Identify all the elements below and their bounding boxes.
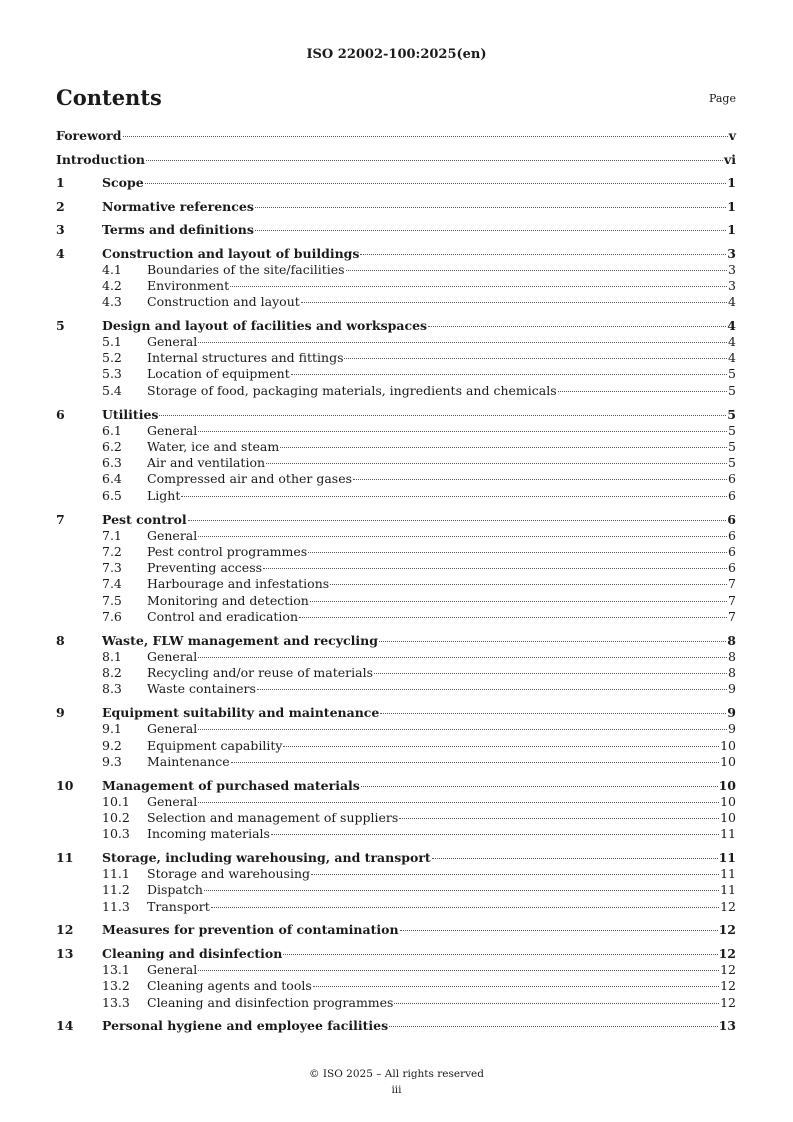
- toc-entry-number: 4: [56, 245, 65, 261]
- dot-leader: [428, 326, 726, 327]
- toc-entry-title: Pest control: [102, 511, 187, 527]
- toc-entry[interactable]: [56, 318, 736, 334]
- toc-entry[interactable]: [56, 199, 736, 215]
- toc-entry-page: 11: [720, 882, 736, 898]
- toc-subentry[interactable]: [56, 738, 736, 754]
- toc-subentry[interactable]: [56, 455, 736, 471]
- toc-entry-number: 3: [56, 222, 65, 237]
- toc-entry-number: 11.2: [102, 882, 130, 898]
- toc-entry-number: 5: [56, 317, 65, 333]
- dot-leader: [159, 415, 726, 416]
- toc-entry-page: 1: [727, 198, 736, 214]
- copyright-notice: © ISO 2025 – All rights reserved: [309, 1068, 484, 1080]
- toc-subentry[interactable]: [56, 576, 736, 592]
- toc-entry-title: General: [147, 333, 198, 349]
- toc-entry-page: 12: [720, 898, 736, 914]
- toc-subentry[interactable]: [56, 471, 736, 487]
- dot-leader: [198, 802, 719, 803]
- toc-entry-page: 6: [728, 543, 736, 559]
- toc-entry-number: 9.1: [102, 721, 122, 737]
- toc-entry-page: 11: [720, 866, 736, 882]
- toc-subentry[interactable]: [56, 383, 736, 399]
- toc-entry[interactable]: [56, 512, 736, 528]
- toc-entry-title: General: [147, 648, 198, 664]
- toc-entry-page: 7: [728, 609, 736, 625]
- dot-leader: [280, 447, 727, 448]
- page-number: iii: [391, 1084, 402, 1096]
- document-id: ISO 22002-100:2025(en): [306, 47, 487, 62]
- dot-leader: [432, 858, 718, 859]
- toc-entry-title: Incoming materials: [147, 826, 270, 842]
- toc-entry-title: Light: [147, 487, 181, 503]
- toc-entry-title: General: [147, 527, 198, 543]
- toc-entry-title: Transport: [147, 898, 210, 914]
- toc-subentry[interactable]: [56, 528, 736, 544]
- toc-subentry[interactable]: [56, 439, 736, 455]
- toc-entry-page: vi: [723, 151, 736, 167]
- toc-entry-title: Utilities: [102, 406, 159, 422]
- toc-entry-title: Environment: [147, 277, 230, 293]
- dot-leader: [263, 568, 727, 569]
- toc-entry-number: 13.1: [102, 961, 130, 977]
- toc-subentry[interactable]: [56, 866, 736, 882]
- toc-entry-title: Boundaries of the site/facilities: [147, 261, 345, 277]
- toc-subentry[interactable]: [56, 826, 736, 842]
- toc-entry-page: 5: [728, 422, 736, 438]
- toc-entry-title: General: [147, 793, 198, 809]
- toc-entry-page: 8: [728, 665, 736, 681]
- toc-entry-number: 6.5: [102, 487, 122, 503]
- toc-entry-title: Normative references: [102, 198, 254, 214]
- toc-entry-page: 6: [728, 527, 736, 543]
- toc-entry[interactable]: [56, 246, 736, 262]
- toc-entry-page: 13: [718, 1018, 736, 1034]
- toc-entry-number: 7.1: [102, 527, 122, 543]
- toc-entry-title: Management of purchased materials: [102, 777, 360, 793]
- toc-entry-number: 6.3: [102, 455, 122, 471]
- toc-entry[interactable]: [56, 152, 736, 168]
- dot-leader: [211, 907, 719, 908]
- toc-subentry[interactable]: [56, 262, 736, 278]
- dot-leader: [146, 160, 723, 161]
- toc-entry-number: 10.1: [102, 793, 130, 809]
- toc-entry-page: 6: [728, 487, 736, 503]
- toc-subentry[interactable]: [56, 962, 736, 978]
- dot-leader: [198, 729, 727, 730]
- toc-entry-page: 11: [718, 850, 736, 866]
- dot-leader: [394, 1003, 719, 1004]
- toc-entry-title: Storage of food, packaging materials, ingredients and chemicals: [147, 382, 557, 398]
- toc-entry-number: 13.2: [102, 978, 130, 994]
- toc-entry-title: Preventing access: [147, 560, 263, 576]
- toc-entry-title: Selection and management of suppliers: [147, 809, 399, 825]
- toc-subentry[interactable]: [56, 609, 736, 625]
- toc-entry-page: 10: [718, 777, 736, 793]
- toc-entry-number: 10: [56, 777, 74, 793]
- dot-leader: [361, 786, 718, 787]
- toc-entry-page: 8: [728, 648, 736, 664]
- toc-entry-title: General: [147, 961, 198, 977]
- dot-leader: [311, 874, 719, 875]
- toc-entry-number: 5.4: [102, 382, 122, 398]
- toc-entry-title: Waste, FLW management and recycling: [102, 632, 378, 648]
- toc-entry-number: 7.3: [102, 560, 122, 576]
- toc-entry-page: 5: [728, 438, 736, 454]
- toc-entry-title: Harbourage and infestations: [147, 576, 330, 592]
- toc-entry-page: 5: [727, 406, 736, 422]
- toc-entry-page: 6: [727, 511, 736, 527]
- toc-entry-title: Design and layout of facilities and workspaces: [102, 317, 428, 333]
- toc-entry-number: 9.2: [102, 737, 122, 753]
- dot-leader: [255, 207, 726, 208]
- toc-entry[interactable]: [56, 633, 736, 649]
- toc-entry-page: 7: [728, 592, 736, 608]
- toc-entry-number: 5.1: [102, 333, 122, 349]
- toc-entry-number: 7.5: [102, 592, 122, 608]
- dot-leader: [360, 254, 726, 255]
- dot-leader: [291, 374, 727, 375]
- toc-entry-title: Monitoring and detection: [147, 592, 309, 608]
- dot-leader: [231, 762, 719, 763]
- toc-entry-title: Storage, including warehousing, and transport: [102, 850, 431, 866]
- dot-leader: [188, 520, 727, 521]
- toc-entry-page: 1: [727, 222, 736, 237]
- toc-entry-title: Equipment capability: [147, 737, 283, 753]
- page-title: Contents: [56, 85, 162, 110]
- dot-leader: [181, 496, 727, 497]
- toc-entry-title: Measures for prevention of contamination: [102, 922, 399, 938]
- toc-entry-title: Maintenance: [147, 753, 230, 769]
- toc-entry-number: 12: [56, 922, 74, 938]
- toc-subentry[interactable]: [56, 665, 736, 681]
- footer: [0, 1066, 793, 1098]
- toc-entry-page: 3: [727, 245, 736, 261]
- toc-entry-title: Cleaning and disinfection programmes: [147, 994, 394, 1010]
- dot-leader: [310, 601, 727, 602]
- dot-leader: [266, 463, 727, 464]
- toc-subentry[interactable]: [56, 544, 736, 560]
- toc-subentry[interactable]: [56, 721, 736, 737]
- toc-entry-number: 11.1: [102, 866, 130, 882]
- toc-entry-title: Cleaning and disinfection: [102, 945, 283, 961]
- toc-entry-number: 5.3: [102, 366, 122, 382]
- toc-entry-page: 7: [728, 576, 736, 592]
- toc-entry-page: 1: [727, 175, 736, 190]
- toc-subentry[interactable]: [56, 649, 736, 665]
- toc-subentry[interactable]: [56, 681, 736, 697]
- toc-entry[interactable]: [56, 850, 736, 866]
- toc-entry-page: 5: [728, 382, 736, 398]
- page-column-label: Page: [708, 92, 736, 105]
- toc-entry-page: 12: [720, 994, 736, 1010]
- dot-leader: [399, 818, 719, 819]
- toc-entry[interactable]: [56, 705, 736, 721]
- dot-leader: [230, 286, 727, 287]
- toc-entry-page: 10: [720, 809, 736, 825]
- toc-entry-page: 3: [728, 261, 736, 277]
- toc-subentry[interactable]: [56, 899, 736, 915]
- toc-entry-number: 7: [56, 511, 65, 527]
- toc-entry-page: 10: [720, 737, 736, 753]
- toc-subentry[interactable]: [56, 350, 736, 366]
- toc-entry-page: 5: [728, 455, 736, 471]
- dot-leader: [346, 270, 728, 271]
- toc-entry-number: 8.3: [102, 681, 122, 697]
- toc-entry-number: 6.2: [102, 438, 122, 454]
- dot-leader: [271, 834, 719, 835]
- dot-leader: [380, 713, 726, 714]
- toc-subentry[interactable]: [56, 995, 736, 1011]
- toc-entry-page: 6: [728, 471, 736, 487]
- toc-entry[interactable]: [56, 778, 736, 794]
- dot-leader: [301, 302, 727, 303]
- toc-entry-number: 10.3: [102, 826, 130, 842]
- toc-entry-page: 11: [720, 826, 736, 842]
- toc-entry[interactable]: [56, 946, 736, 962]
- toc-entry-number: 13: [56, 945, 74, 961]
- dot-leader: [145, 183, 727, 184]
- toc-entry[interactable]: [56, 922, 736, 938]
- toc-entry[interactable]: [56, 175, 736, 191]
- toc-entry-title: Personal hygiene and employee facilities: [102, 1018, 389, 1034]
- toc-subentry[interactable]: [56, 794, 736, 810]
- toc-entry-number: 8: [56, 632, 65, 648]
- toc-subentry[interactable]: [56, 334, 736, 350]
- toc-entry-page: 9: [728, 681, 736, 697]
- toc-subentry[interactable]: [56, 978, 736, 994]
- toc-entry-page: 5: [728, 366, 736, 382]
- table-of-contents: [56, 128, 736, 1034]
- toc-entry-number: 11.3: [102, 898, 130, 914]
- toc-entry-page: 4: [728, 294, 736, 310]
- toc-subentry[interactable]: [56, 423, 736, 439]
- dot-leader: [198, 657, 727, 658]
- toc-entry[interactable]: [56, 1018, 736, 1034]
- toc-entry-title: Internal structures and fittings: [147, 350, 344, 366]
- dot-leader: [198, 970, 719, 971]
- dot-leader: [344, 358, 727, 359]
- toc-entry-number: 7.2: [102, 543, 122, 559]
- toc-entry-number: 6: [56, 406, 65, 422]
- dot-leader: [330, 584, 727, 585]
- toc-entry-page: 3: [728, 277, 736, 293]
- dot-leader: [257, 689, 727, 690]
- dot-leader: [400, 930, 718, 931]
- dot-leader: [374, 673, 727, 674]
- toc-entry[interactable]: [56, 222, 736, 238]
- toc-entry-number: 6.1: [102, 422, 122, 438]
- toc-subentry[interactable]: [56, 810, 736, 826]
- dot-leader: [379, 641, 726, 642]
- dot-leader: [204, 890, 719, 891]
- toc-entry-number: 13.3: [102, 994, 130, 1010]
- toc-subentry[interactable]: [56, 366, 736, 382]
- toc-entry-page: 12: [718, 922, 736, 938]
- toc-entry-title: Waste containers: [147, 681, 256, 697]
- toc-entry-number: 9: [56, 705, 65, 721]
- toc-entry-title: Construction and layout: [147, 294, 300, 310]
- toc-entry-page: 12: [720, 961, 736, 977]
- dot-leader: [198, 342, 727, 343]
- toc-entry-title: Pest control programmes: [147, 543, 308, 559]
- dot-leader: [558, 391, 727, 392]
- toc-entry-number: 5.2: [102, 350, 122, 366]
- toc-entry-title: Terms and definitions: [102, 222, 254, 237]
- toc-entry-title: Compressed air and other gases: [147, 471, 353, 487]
- toc-entry-number: 2: [56, 198, 65, 214]
- toc-entry-page: 4: [728, 333, 736, 349]
- toc-subentry[interactable]: [56, 488, 736, 504]
- toc-entry[interactable]: [56, 407, 736, 423]
- dot-leader: [198, 431, 727, 432]
- toc-entry-title: Cleaning agents and tools: [147, 978, 312, 994]
- toc-subentry[interactable]: [56, 560, 736, 576]
- toc-entry-page: 8: [727, 632, 736, 648]
- toc-entry-number: 14: [56, 1018, 74, 1034]
- toc-subentry[interactable]: [56, 593, 736, 609]
- toc-entry-title: Dispatch: [147, 882, 203, 898]
- toc-entry-title: Equipment suitability and maintenance: [102, 705, 380, 721]
- toc-subentry[interactable]: [56, 754, 736, 770]
- toc-entry-title: Location of equipment: [147, 366, 290, 382]
- toc-entry-title: Control and eradication: [147, 609, 298, 625]
- dot-leader: [313, 986, 719, 987]
- toc-entry-number: 11: [56, 850, 74, 866]
- toc-entry-page: 6: [728, 560, 736, 576]
- toc-entry-number: 8.2: [102, 665, 122, 681]
- dot-leader: [299, 617, 727, 618]
- toc-entry-number: 4.2: [102, 277, 122, 293]
- toc-entry-number: 6.4: [102, 471, 122, 487]
- toc-entry-title: Foreword: [56, 128, 122, 143]
- toc-entry-title: General: [147, 422, 198, 438]
- toc-entry-page: 10: [720, 753, 736, 769]
- toc-entry-page: 4: [727, 317, 736, 333]
- toc-entry-page: 9: [728, 721, 736, 737]
- toc-entry-title: Storage and warehousing: [147, 866, 311, 882]
- toc-entry-number: 8.1: [102, 648, 122, 664]
- toc-entry-page: 12: [720, 978, 736, 994]
- toc-entry-title: Construction and layout of buildings: [102, 245, 360, 261]
- toc-entry-page: v: [728, 128, 736, 143]
- dot-leader: [389, 1026, 717, 1027]
- toc-entry-number: 7.4: [102, 576, 122, 592]
- toc-entry-page: 9: [727, 705, 736, 721]
- dot-leader: [308, 552, 727, 553]
- toc-entry-title: Scope: [102, 175, 144, 190]
- toc-entry-number: 4.1: [102, 261, 122, 277]
- toc-entry-page: 4: [728, 350, 736, 366]
- dot-leader: [255, 230, 726, 231]
- toc-entry-title: Air and ventilation: [147, 455, 266, 471]
- toc-entry-number: 1: [56, 175, 65, 190]
- toc-entry-title: Water, ice and steam: [147, 438, 280, 454]
- toc-entry-number: 7.6: [102, 609, 122, 625]
- dot-leader: [353, 479, 727, 480]
- toc-entry[interactable]: [56, 128, 736, 144]
- toc-entry-title: Recycling and/or reuse of materials: [147, 665, 373, 681]
- dot-leader: [283, 746, 719, 747]
- toc-entry-page: 10: [720, 793, 736, 809]
- toc-entry-title: General: [147, 721, 198, 737]
- dot-leader: [123, 136, 728, 137]
- dot-leader: [283, 954, 717, 955]
- toc-entry-title: Introduction: [56, 151, 146, 167]
- toc-entry-number: 9.3: [102, 753, 122, 769]
- toc-subentry[interactable]: [56, 278, 736, 294]
- toc-entry-number: 10.2: [102, 809, 130, 825]
- toc-subentry[interactable]: [56, 882, 736, 898]
- dot-leader: [198, 536, 727, 537]
- toc-entry-page: 12: [718, 945, 736, 961]
- toc-entry-number: 4.3: [102, 294, 122, 310]
- toc-subentry[interactable]: [56, 294, 736, 310]
